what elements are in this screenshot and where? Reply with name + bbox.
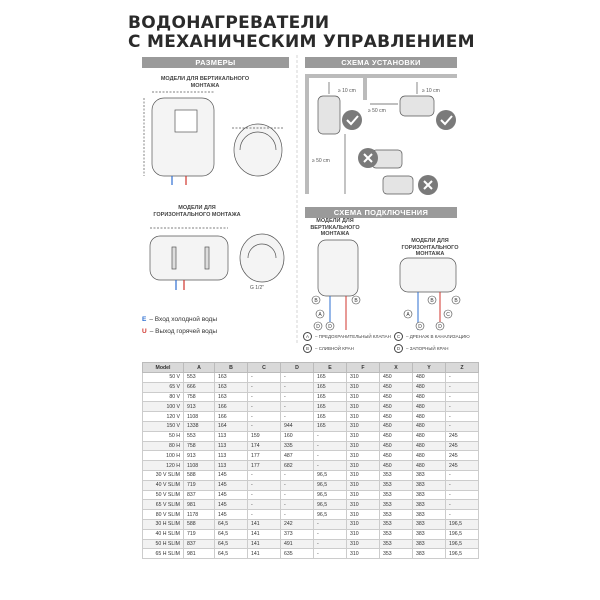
- table-cell: 450: [380, 421, 413, 431]
- table-cell: 719: [184, 529, 215, 539]
- table-cell: 383: [413, 510, 446, 520]
- table-cell: 383: [413, 539, 446, 549]
- table-row: [143, 480, 479, 490]
- horizontal-heater-side-view: [240, 234, 284, 282]
- table-cell: -: [248, 470, 281, 480]
- table-cell: 141: [248, 519, 281, 529]
- table-cell: 310: [347, 441, 380, 451]
- table-cell: 1338: [184, 421, 215, 431]
- table-cell: 480: [413, 412, 446, 422]
- legend-text-d: – ЗАПОРНЫЙ КРАН: [406, 346, 449, 351]
- table-row: [143, 441, 479, 451]
- table-header-c: C: [248, 363, 281, 373]
- table-cell: 1178: [184, 510, 215, 520]
- install-horizontal-heater: [400, 96, 434, 116]
- legend-hot-mark: U: [142, 328, 147, 335]
- table-cell: 1108: [184, 461, 215, 471]
- table-cell: 310: [347, 392, 380, 402]
- table-cell: 353: [380, 480, 413, 490]
- svg-text:D: D: [328, 324, 332, 330]
- svg-text:D: D: [418, 324, 422, 330]
- table-cell: -: [314, 529, 347, 539]
- install-gap-4: ≥ 50 cm: [312, 158, 330, 164]
- table-cell: 480: [413, 373, 446, 383]
- vertical-heater-panel: [175, 110, 197, 132]
- table-cell: 944: [281, 421, 314, 431]
- table-cell-model: 150 V: [143, 421, 184, 431]
- table-cell: 837: [184, 539, 215, 549]
- table-cell: 335: [281, 441, 314, 451]
- table-body: [143, 373, 479, 559]
- table-cell: 64,5: [215, 529, 248, 539]
- table-cell: 480: [413, 402, 446, 412]
- table-row: [143, 392, 479, 402]
- table-cell: 163: [215, 382, 248, 392]
- table-cell: 353: [380, 529, 413, 539]
- table-cell: 450: [380, 451, 413, 461]
- legend-text-c: – ДРЕНАЖ В КАНАЛИЗАЦИЮ: [406, 334, 470, 339]
- table-row: [143, 470, 479, 480]
- table-cell: -: [446, 392, 479, 402]
- table-cell: -: [446, 510, 479, 520]
- svg-text:B: B: [454, 298, 458, 304]
- table-cell: 480: [413, 431, 446, 441]
- table-cell: 160: [281, 431, 314, 441]
- table-row: [143, 539, 479, 549]
- table-cell: 383: [413, 480, 446, 490]
- table-cell: 353: [380, 539, 413, 549]
- table-cell: 353: [380, 470, 413, 480]
- legend-cold: [142, 316, 217, 323]
- table-header-b: B: [215, 363, 248, 373]
- table-cell: -: [248, 421, 281, 431]
- table-cell-model: 65 V: [143, 382, 184, 392]
- legend-marker-a: A: [303, 332, 312, 341]
- table-cell: -: [248, 480, 281, 490]
- table-cell: -: [314, 539, 347, 549]
- check-icon-2: [436, 110, 456, 130]
- section-header-install: СХЕМА УСТАНОВКИ: [305, 57, 457, 68]
- table-row: [143, 373, 479, 383]
- table-cell: 353: [380, 510, 413, 520]
- table-cell: 373: [281, 529, 314, 539]
- table-cell: 166: [215, 402, 248, 412]
- table-cell: 165: [314, 373, 347, 383]
- table-cell: 310: [347, 549, 380, 559]
- table-cell-model: 80 H: [143, 441, 184, 451]
- table-cell: 64,5: [215, 549, 248, 559]
- table-cell-model: 100 V: [143, 402, 184, 412]
- horizontal-heater-body: [150, 236, 228, 280]
- table-cell: 310: [347, 529, 380, 539]
- svg-text:B: B: [314, 298, 318, 304]
- table-cell-model: 120 V: [143, 412, 184, 422]
- legend-hot: [142, 328, 217, 335]
- table-cell: 383: [413, 529, 446, 539]
- table-cell-model: 100 H: [143, 451, 184, 461]
- table-cell-model: 65 V SLIM: [143, 500, 184, 510]
- legend-marker-d: D: [394, 344, 403, 353]
- table-cell: -: [281, 392, 314, 402]
- table-cell: 450: [380, 412, 413, 422]
- legend-marker-c: C: [394, 332, 403, 341]
- table-cell: 145: [215, 510, 248, 520]
- table-cell: -: [446, 402, 479, 412]
- svg-text:B: B: [354, 298, 358, 304]
- table-cell-model: 50 V: [143, 373, 184, 383]
- table-cell: -: [314, 441, 347, 451]
- table-cell: 480: [413, 461, 446, 471]
- table-cell: 310: [347, 421, 380, 431]
- table-row: [143, 431, 479, 441]
- table-cell: 310: [347, 490, 380, 500]
- table-cell: 450: [380, 461, 413, 471]
- table-cell: 450: [380, 382, 413, 392]
- svg-text:D: D: [438, 324, 442, 330]
- install-vertical-heater: [318, 96, 340, 134]
- table-cell: 480: [413, 392, 446, 402]
- table-cell: 174: [248, 441, 281, 451]
- table-cell: -: [446, 421, 479, 431]
- table-cell: 758: [184, 392, 215, 402]
- table-row: [143, 451, 479, 461]
- table-cell-model: 40 V SLIM: [143, 480, 184, 490]
- table-cell: -: [248, 490, 281, 500]
- table-cell: 145: [215, 500, 248, 510]
- table-cell: 245: [446, 431, 479, 441]
- connect-horizontal-label: МОДЕЛИ ДЛЯ ГОРИЗОНТАЛЬНОГО МОНТАЖА: [401, 238, 459, 257]
- vertical-models-label: МОДЕЛИ ДЛЯ ВЕРТИКАЛЬНОГО МОНТАЖА: [160, 76, 250, 89]
- table-cell: 450: [380, 373, 413, 383]
- table-cell: -: [446, 480, 479, 490]
- svg-text:C: C: [446, 312, 450, 318]
- svg-text:B: B: [430, 298, 434, 304]
- title-line-2: С МЕХАНИЧЕСКИМ УПРАВЛЕНИЕМ: [128, 32, 475, 52]
- table-header-a: A: [184, 363, 215, 373]
- table-cell: -: [281, 382, 314, 392]
- table-cell: 96,5: [314, 510, 347, 520]
- table-header-f: F: [347, 363, 380, 373]
- table-cell-model: 50 V SLIM: [143, 490, 184, 500]
- table-cell: 141: [248, 549, 281, 559]
- table-header-y: Y: [413, 363, 446, 373]
- table-cell: 64,5: [215, 539, 248, 549]
- table-cell: 491: [281, 539, 314, 549]
- section-header-connect: СХЕМА ПОДКЛЮЧЕНИЯ: [305, 207, 457, 218]
- horizontal-heater-drawing: [150, 228, 284, 290]
- table-cell: -: [446, 470, 479, 480]
- table-cell: -: [281, 490, 314, 500]
- table-cell: -: [248, 392, 281, 402]
- table-cell-model: 80 V: [143, 392, 184, 402]
- table-row: [143, 421, 479, 431]
- table-header-z: Z: [446, 363, 479, 373]
- table-cell: 165: [314, 392, 347, 402]
- connect-vertical-label: МОДЕЛИ ДЛЯ ВЕРТИКАЛЬНОГО МОНТАЖА: [310, 218, 360, 237]
- table-cell: 196,5: [446, 529, 479, 539]
- table-cell: 310: [347, 470, 380, 480]
- table-cell: 165: [314, 421, 347, 431]
- dimensions-table: [142, 362, 479, 559]
- connect-legend-b: [303, 344, 354, 353]
- table-cell: 113: [215, 451, 248, 461]
- table-cell: 487: [281, 451, 314, 461]
- table-cell: 145: [215, 490, 248, 500]
- vertical-heater-drawing: [144, 92, 284, 185]
- wall-left-hatch: [305, 74, 309, 194]
- table-cell: -: [281, 510, 314, 520]
- table-cell: 310: [347, 402, 380, 412]
- svg-text:A: A: [406, 312, 410, 318]
- install-gap-2: ≥ 10 cm: [422, 88, 440, 94]
- table-cell-model: 80 V SLIM: [143, 510, 184, 520]
- horizontal-heater-slot-left: [172, 247, 176, 269]
- table-header-x: X: [380, 363, 413, 373]
- table-row: [143, 402, 479, 412]
- table-cell: -: [314, 451, 347, 461]
- table-cell: -: [281, 480, 314, 490]
- table-cell: -: [446, 412, 479, 422]
- table-row: [143, 382, 479, 392]
- table-cell: 553: [184, 373, 215, 383]
- legend-marker-b: B: [303, 344, 312, 353]
- table-cell: 163: [215, 373, 248, 383]
- section-header-sizes: РАЗМЕРЫ: [142, 57, 289, 68]
- table-cell: 480: [413, 441, 446, 451]
- table-row: [143, 461, 479, 471]
- svg-text:D: D: [316, 324, 320, 330]
- horizontal-heater-slot-right: [205, 247, 209, 269]
- check-icon-1: [342, 110, 362, 130]
- table-cell: 245: [446, 441, 479, 451]
- table-cell: 553: [184, 431, 215, 441]
- table-cell: 758: [184, 441, 215, 451]
- table-cell: 245: [446, 461, 479, 471]
- table-cell: 480: [413, 421, 446, 431]
- table-row: [143, 412, 479, 422]
- table-cell-model: 50 H SLIM: [143, 539, 184, 549]
- table-cell: 96,5: [314, 470, 347, 480]
- table-cell-model: 50 H: [143, 431, 184, 441]
- connect-markers: [312, 296, 460, 330]
- table-cell: -: [248, 412, 281, 422]
- table-cell: 383: [413, 519, 446, 529]
- table-cell: 196,5: [446, 519, 479, 529]
- table-cell: 1108: [184, 412, 215, 422]
- install-gap-1: ≥ 10 cm: [338, 88, 356, 94]
- table-cell: 113: [215, 461, 248, 471]
- table-cell: 177: [248, 451, 281, 461]
- table-cell: -: [248, 373, 281, 383]
- table-cell: -: [446, 373, 479, 383]
- table-cell: 383: [413, 490, 446, 500]
- table-row: [143, 490, 479, 500]
- table-cell: 450: [380, 441, 413, 451]
- table-cell: -: [281, 402, 314, 412]
- table-cell: 96,5: [314, 500, 347, 510]
- table-cell: -: [314, 549, 347, 559]
- install-wrong-heater-2: [383, 176, 413, 194]
- table-cell: 245: [446, 451, 479, 461]
- table-row: [143, 529, 479, 539]
- table-cell-model: 30 V SLIM: [143, 470, 184, 480]
- legend-cold-text: – Вход холодной воды: [149, 316, 218, 323]
- table-cell: -: [281, 373, 314, 383]
- svg-text:A: A: [318, 312, 322, 318]
- table-cell: 480: [413, 382, 446, 392]
- install-gap-3: ≥ 50 cm: [368, 108, 386, 114]
- table-cell: 310: [347, 510, 380, 520]
- table-cell: 383: [413, 500, 446, 510]
- table-cell: 96,5: [314, 480, 347, 490]
- table-header-row: [143, 363, 479, 373]
- table-cell: 310: [347, 539, 380, 549]
- table-cell: -: [281, 470, 314, 480]
- table-cell: 353: [380, 549, 413, 559]
- table-cell: 141: [248, 529, 281, 539]
- table-cell: 353: [380, 500, 413, 510]
- table-cell: 64,5: [215, 519, 248, 529]
- table-cell: 383: [413, 470, 446, 480]
- table-cell: 480: [413, 451, 446, 461]
- table-cell: 450: [380, 392, 413, 402]
- table-header-d: D: [281, 363, 314, 373]
- table-header-e: E: [314, 363, 347, 373]
- table-cell: 666: [184, 382, 215, 392]
- table-cell: 353: [380, 490, 413, 500]
- table-cell: 588: [184, 470, 215, 480]
- table-cell: 310: [347, 480, 380, 490]
- table-cell: 310: [347, 451, 380, 461]
- table-cell: 159: [248, 431, 281, 441]
- connect-horizontal-heater: [400, 258, 456, 292]
- table-cell-model: 65 H SLIM: [143, 549, 184, 559]
- table-cell: 141: [248, 539, 281, 549]
- table-cell: 719: [184, 480, 215, 490]
- table-row: [143, 500, 479, 510]
- table-cell: 196,5: [446, 549, 479, 559]
- table-cell: 113: [215, 441, 248, 451]
- table-cell: -: [248, 382, 281, 392]
- table-cell: 310: [347, 519, 380, 529]
- horizontal-models-label: МОДЕЛИ ДЛЯ ГОРИЗОНТАЛЬНОГО МОНТАЖА: [153, 205, 241, 218]
- table-cell: 310: [347, 461, 380, 471]
- table-cell: 310: [347, 373, 380, 383]
- legend-hot-text: – Выход горячей воды: [149, 328, 218, 335]
- table-cell: -: [446, 490, 479, 500]
- title-line-1: ВОДОНАГРЕВАТЕЛИ: [128, 13, 330, 33]
- table-cell: 113: [215, 431, 248, 441]
- table-cell: 165: [314, 412, 347, 422]
- thread-label: G 1/2": [250, 285, 265, 291]
- table-cell: 310: [347, 412, 380, 422]
- table-cell: 682: [281, 461, 314, 471]
- table-cell-model: 30 H SLIM: [143, 519, 184, 529]
- table-cell: 913: [184, 451, 215, 461]
- table-cell-model: 120 H: [143, 461, 184, 471]
- table-cell: 177: [248, 461, 281, 471]
- table-cell: -: [281, 412, 314, 422]
- table-cell: 450: [380, 402, 413, 412]
- table-row: [143, 519, 479, 529]
- table-cell: -: [248, 510, 281, 520]
- wall-mid-hatch: [363, 78, 367, 100]
- table-cell: 450: [380, 431, 413, 441]
- table-row: [143, 510, 479, 520]
- connect-legend-a: [303, 332, 391, 341]
- table-cell: -: [248, 500, 281, 510]
- table-cell: 310: [347, 382, 380, 392]
- table-cell: 165: [314, 402, 347, 412]
- legend-cold-mark: E: [142, 316, 147, 323]
- table-cell: 166: [215, 412, 248, 422]
- table-cell: 145: [215, 480, 248, 490]
- table-cell: 981: [184, 549, 215, 559]
- table-cell: 588: [184, 519, 215, 529]
- ceiling-hatch: [305, 74, 457, 78]
- table-cell: 196,5: [446, 539, 479, 549]
- table-row: [143, 549, 479, 559]
- table-cell-model: 40 H SLIM: [143, 529, 184, 539]
- table-cell: 635: [281, 549, 314, 559]
- table-cell: 145: [215, 470, 248, 480]
- table-cell: 353: [380, 519, 413, 529]
- table-cell: -: [281, 500, 314, 510]
- table-cell: 981: [184, 500, 215, 510]
- table-cell: 913: [184, 402, 215, 412]
- table-cell: -: [248, 402, 281, 412]
- connect-legend-c: [394, 332, 470, 341]
- legend-text-b: – СЛИВНОЙ КРАН: [315, 346, 354, 351]
- table-cell: 164: [215, 421, 248, 431]
- connect-legend-d: [394, 344, 448, 353]
- table-cell: 837: [184, 490, 215, 500]
- table-cell: 163: [215, 392, 248, 402]
- table-header-model: Model: [143, 363, 184, 373]
- table-cell: 165: [314, 382, 347, 392]
- table-cell: -: [314, 431, 347, 441]
- legend-text-a: – ПРЕДОХРАНИТЕЛЬНЫЙ КЛАПАН: [315, 334, 391, 339]
- table-cell: 242: [281, 519, 314, 529]
- table-cell: 383: [413, 549, 446, 559]
- table-cell: -: [314, 519, 347, 529]
- table-cell: 310: [347, 500, 380, 510]
- table-cell: -: [446, 500, 479, 510]
- connect-vertical-heater: [318, 240, 358, 296]
- table-cell: 310: [347, 431, 380, 441]
- table-cell: -: [446, 382, 479, 392]
- table-cell: -: [314, 461, 347, 471]
- table-cell: 96,5: [314, 490, 347, 500]
